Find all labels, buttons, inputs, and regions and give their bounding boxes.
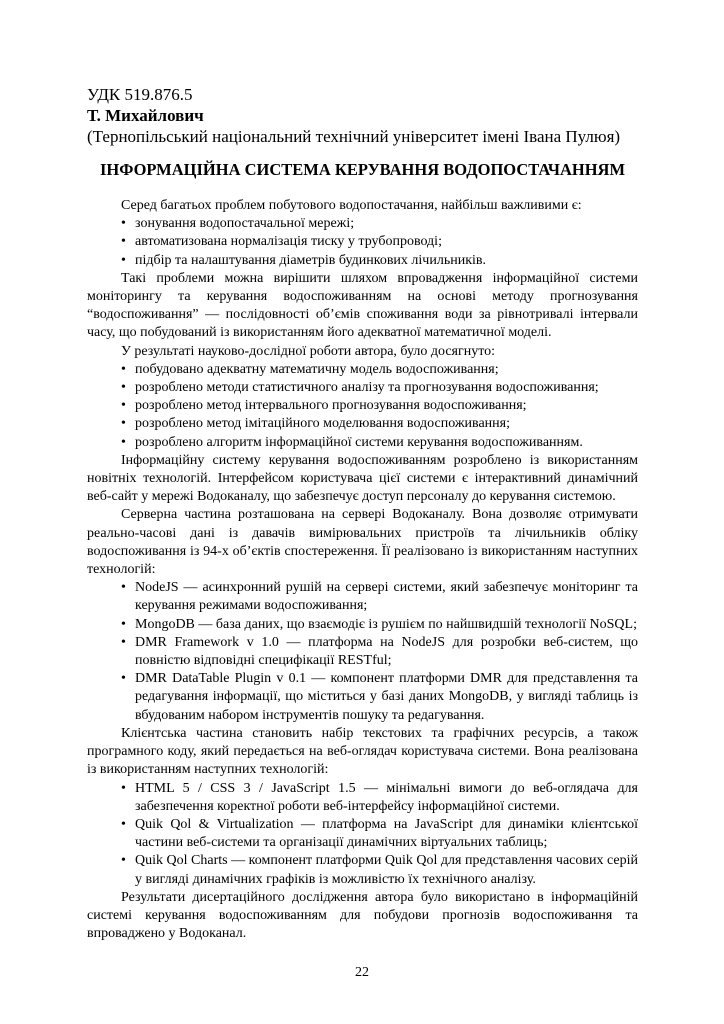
list-item: • розроблено метод імітаційного моделювання водоспоживання; [135, 415, 638, 433]
author-affiliation: (Тернопільський національний технічний університет імені Івана Пулюя) [87, 127, 621, 146]
conclusion-paragraph: Результати дисертаційного дослідження автора було використано в інформаційній системі керування водоспоживанням для побудови прогнозів водоспоживання та впроваджено у Водоканал. [87, 889, 638, 942]
results-list [87, 361, 638, 452]
results-intro-paragraph: У результаті науково-дослідної роботи автора, було досягнуто: [121, 343, 496, 359]
server-tech-list [87, 579, 638, 725]
solution-paragraph: Такі проблеми можна вирішити шляхом впровадження інформаційної системи моніторингу та керування водоспоживанням на основі методу прогнозування “водоспоживання” — послідовності об’ємів споживання води за рівнотривалі інтервали часу, що побудований із використанням його адекватної математичної моделі. [87, 270, 638, 341]
list-item: • розроблено метод інтервального прогнозування водоспоживання; [135, 397, 638, 415]
client-paragraph: Клієнтська частина становить набір текстових та графічних ресурсів, а також програмного коду, який передається на веб-оглядач користувача системи. Вона реалізована із використанням наступних технологій: [87, 725, 638, 778]
list-item: • HTML 5 / CSS 3 / JavaScript 1.5 — мінімальні вимоги до веб-оглядача для забезпечення коректної роботи веб-інтерфейсу інформаційної системи. [135, 780, 638, 816]
list-item: • DMR Framework v 1.0 — платформа на NodeJS для розробки веб-систем, що повністю відповідні специфікації RESTful; [135, 634, 638, 670]
page-number: 22 [355, 965, 369, 980]
author-name: Т. Михайлович [87, 106, 204, 125]
list-item: • DMR DataTable Plugin v 0.1 — компонент платформи DMR для представлення та редагування інформації, що міститься у базі даних MongoDB, у вигляді таблиць із вбудованим набором інструментів пошуку та редагування. [135, 670, 638, 725]
list-item: • Quik Qol Charts — компонент платформи Quik Qol для представлення часових серій у вигляді динамічних графіків із можливістю їх технічного аналізу. [135, 852, 638, 888]
list-item: • зонування водопостачальної мережі; [135, 215, 638, 233]
document-page [87, 84, 638, 943]
list-item: • NodeJS — асинхронний рушій на сервері системи, який забезпечує моніторинг та керування режимами водоспоживання; [135, 579, 638, 615]
client-tech-list [87, 780, 638, 889]
server-paragraph: Серверна частина розташована на сервері Водоканалу. Вона дозволяє отримувати реально-часові дані із давачів вимірювальних пристроїв та лічильників обліку водоспоживання із 94-х об’єктів спостереження. Її реалізовано із використанням наступних технологій: [87, 507, 638, 578]
system-paragraph: Інформаційну систему керування водоспоживанням розроблено із використанням новітніх технологій. Інтерфейсом користувача цієї системи є інтерактивний динамічний веб-сайт у мережі Водоканалу, що забезпечує доступ персоналу до керування системою. [87, 452, 638, 505]
intro-paragraph: Серед багатьох проблем побутового водопостачання, найбільш важливими є: [121, 198, 582, 213]
list-item: • розроблено методи статистичного аналізу та прогнозування водоспоживання; [135, 379, 638, 397]
udk-code: УДК 519.876.5 [87, 85, 193, 104]
list-item: • підбір та налаштування діаметрів будинкових лічильників. [135, 252, 638, 270]
list-item: • MongoDB — база даних, що взаємодіє із рушієм по найшвидшій технології NoSQL; [135, 616, 638, 634]
list-item: • автоматизована нормалізація тиску у трубопроводі; [135, 233, 638, 251]
list-item: • побудовано адекватну математичну модель водоспоживання; [135, 361, 638, 379]
list-item: • Quik Qol & Virtualization — платформа на JavaScript для динаміки клієнтської частини веб-системи та організації динамічних віртуальних таблиць; [135, 816, 638, 852]
list-item: • розроблено алгоритм інформаційної системи керування водоспоживанням. [135, 434, 638, 452]
problems-list [87, 215, 638, 270]
paper-title: ІНФОРМАЦІЙНА СИСТЕМА КЕРУВАННЯ ВОДОПОСТАЧАННЯМ [99, 160, 626, 179]
